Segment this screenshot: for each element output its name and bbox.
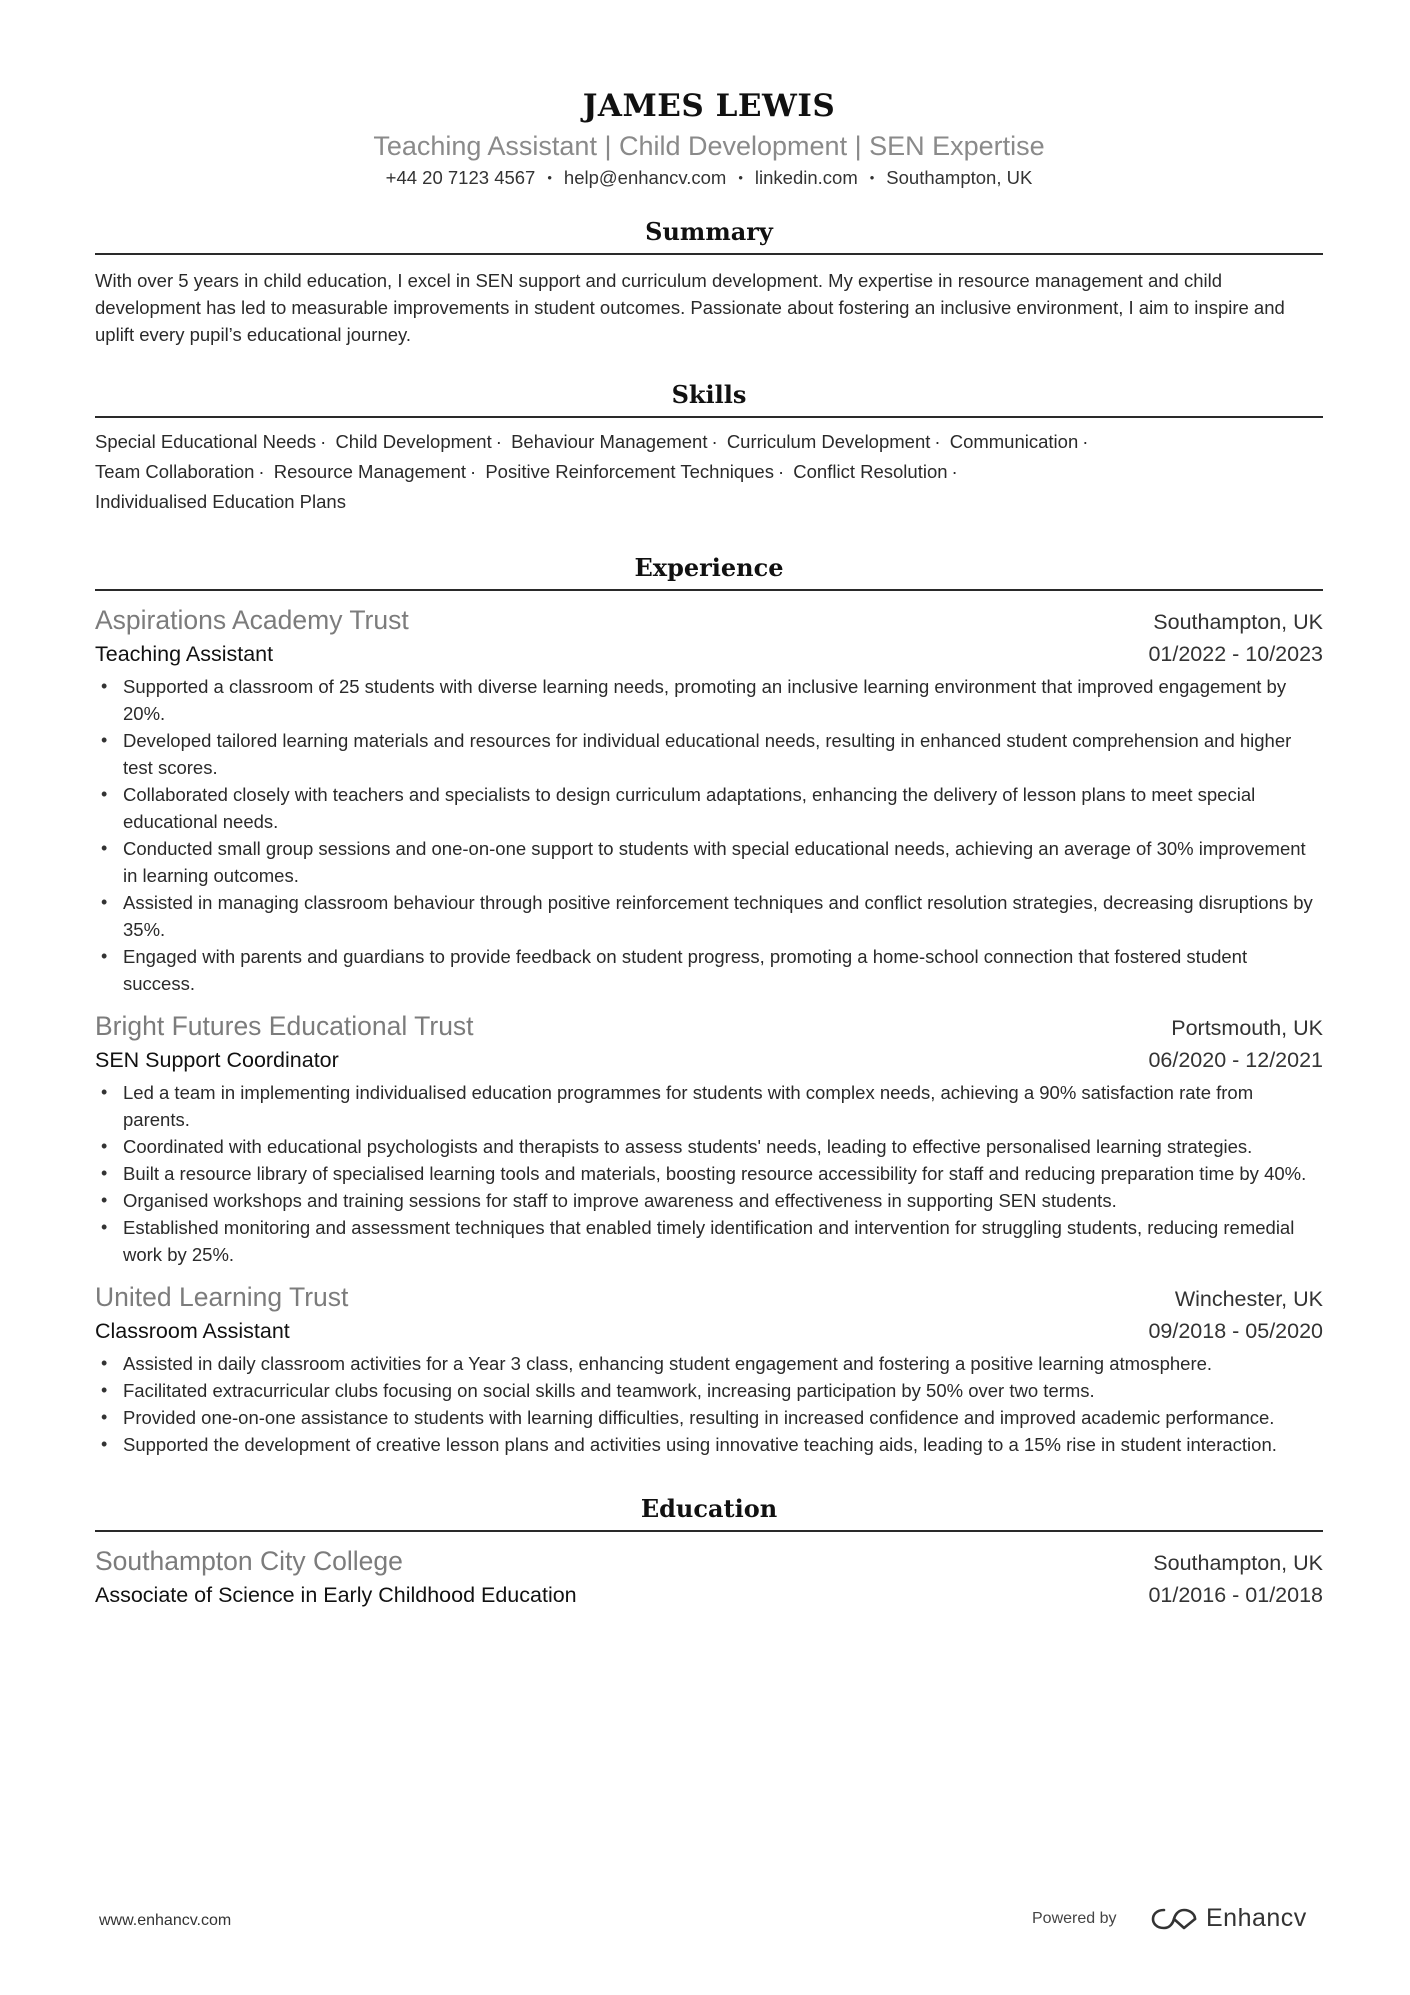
candidate-tagline: Teaching Assistant | Child Development | SEN Expertise — [373, 131, 1045, 161]
job-dates: 09/2018 - 05/2020 — [1148, 1319, 1323, 1343]
bullet-item: • Established monitoring and assessment techniques that enabled timely identification and intervention for struggling students, reducing remedial work by 25%. — [95, 1214, 1323, 1268]
skill-item: Individualised Education Plans — [95, 491, 346, 512]
company-name: Bright Futures Educational Trust — [95, 1011, 474, 1041]
job-role: SEN Support Coordinator — [95, 1048, 339, 1072]
company-name: United Learning Trust — [95, 1282, 349, 1312]
skill-item: Curriculum Development · — [726, 431, 941, 452]
separator-dot: • — [869, 170, 875, 185]
contact-linkedin[interactable]: linkedin.com — [754, 167, 858, 188]
skill-item: Behaviour Management · — [511, 431, 718, 452]
bullet-item: • Engaged with parents and guardians to provide feedback on student progress, promoting a home-school connection that fostered student success. — [95, 943, 1323, 997]
contact-phone: +44 20 7123 4567 — [385, 167, 536, 188]
skill-item: Child Development · — [335, 431, 502, 452]
resume-header — [95, 0, 1323, 191]
skill-item: Communication · — [949, 431, 1089, 452]
bullet-item: • Organised workshops and training sessions for staff to improve awareness and effectiveness in supporting SEN students. — [95, 1187, 1323, 1214]
skill-item: Team Collaboration · — [95, 461, 265, 482]
job-entry — [95, 1009, 1323, 1268]
bullet-item: • Collaborated closely with teachers and specialists to design curriculum adaptations, enhancing the delivery of lesson plans to meet special educational needs. — [95, 781, 1323, 835]
enhancv-logo-icon — [1150, 1906, 1198, 1932]
education-entry — [95, 1544, 1323, 1611]
school-location: Southampton, UK — [1153, 1551, 1323, 1575]
bullet-item: • Supported a classroom of 25 students with diverse learning needs, promoting an inclusive learning environment that improved engagement by 20%. — [95, 673, 1323, 727]
job-dates: 06/2020 - 12/2021 — [1148, 1048, 1323, 1072]
bullet-item: • Supported the development of creative lesson plans and activities using innovative teaching aids, leading to a 15% rise in student interaction. — [95, 1431, 1323, 1458]
job-role: Teaching Assistant — [95, 642, 274, 666]
degree-name: Associate of Science in Early Childhood Education — [95, 1583, 577, 1607]
brand-logo[interactable] — [1150, 1904, 1307, 1933]
section-title-education: Education — [95, 1492, 1323, 1532]
skill-item: Conflict Resolution · — [793, 461, 958, 482]
job-bullets — [95, 673, 1323, 997]
education-dates: 01/2016 - 01/2018 — [1148, 1583, 1323, 1607]
job-bullets — [95, 1350, 1323, 1458]
separator-dot: • — [738, 170, 743, 185]
skill-item: Special Educational Needs · — [95, 431, 327, 452]
bullet-item: • Led a team in implementing individualised education programmes for students with complex needs, achieving a 90% satisfaction rate from parents. — [95, 1079, 1323, 1133]
school-name: Southampton City College — [95, 1546, 403, 1576]
job-location: Southampton, UK — [1153, 610, 1323, 634]
education-section — [95, 1492, 1323, 1611]
job-location: Winchester, UK — [1174, 1287, 1323, 1311]
resume-page — [95, 0, 1323, 1611]
candidate-name: JAMES LEWIS — [582, 88, 836, 124]
bullet-item: • Provided one-on-one assistance to students with learning difficulties, resulting in increased confidence and improved academic performance. — [95, 1404, 1323, 1431]
section-title-skills: Skills — [95, 378, 1323, 418]
bullet-item: • Assisted in managing classroom behaviour through positive reinforcement techniques and conflict resolution strategies, decreasing disruptions by 35%. — [95, 889, 1323, 943]
experience-section — [95, 551, 1323, 1458]
bullet-item: • Assisted in daily classroom activities for a Year 3 class, enhancing student engagement and fostering a positive learning atmosphere. — [95, 1350, 1323, 1377]
separator-dot: • — [547, 170, 552, 185]
job-entry — [95, 603, 1323, 997]
brand-name: Enhancv — [1206, 1904, 1307, 1932]
skills-section — [95, 378, 1323, 517]
company-name: Aspirations Academy Trust — [95, 605, 409, 635]
bullet-item: • Built a resource library of specialised learning tools and materials, boosting resource accessibility for staff and reducing preparation time by 40%. — [95, 1160, 1323, 1187]
footer-url[interactable]: www.enhancv.com — [99, 1912, 232, 1929]
summary-text: With over 5 years in child education, I excel in SEN support and curriculum development. My expertise in resource management and child development has led to measurable improvements in student outcomes. Passionate about fostering an inclusive environment, I aim to inspire and uplift every pupil’s educational journey. — [95, 270, 1285, 345]
page-footer — [0, 1904, 1410, 1944]
contact-location: Southampton, UK — [886, 167, 1033, 188]
bullet-item: • Facilitated extracurricular clubs focusing on social skills and teamwork, increasing participation by 50% over two terms. — [95, 1377, 1323, 1404]
contact-line — [95, 165, 1323, 191]
job-bullets — [95, 1079, 1323, 1268]
skill-item: Positive Reinforcement Techniques · — [485, 461, 785, 482]
section-title-experience: Experience — [95, 551, 1323, 591]
job-dates: 01/2022 - 10/2023 — [1148, 642, 1323, 666]
summary-section — [95, 215, 1323, 348]
bullet-item: • Coordinated with educational psychologists and therapists to assess students' needs, leading to effective personalised learning strategies. — [95, 1133, 1323, 1160]
section-title-summary: Summary — [95, 215, 1323, 255]
bullet-item: • Developed tailored learning materials and resources for individual educational needs, resulting in enhanced student comprehension and higher test scores. — [95, 727, 1323, 781]
bullet-item: • Conducted small group sessions and one-on-one support to students with special educational needs, achieving an average of 30% improvement in learning outcomes. — [95, 835, 1323, 889]
powered-by-label: Powered by — [1032, 1910, 1117, 1927]
contact-email[interactable]: help@enhancv.com — [563, 167, 727, 188]
job-role: Classroom Assistant — [95, 1319, 290, 1343]
skills-list — [95, 427, 1205, 517]
job-location: Portsmouth, UK — [1171, 1016, 1323, 1040]
job-entry — [95, 1280, 1323, 1458]
skill-item: Resource Management · — [273, 461, 477, 482]
